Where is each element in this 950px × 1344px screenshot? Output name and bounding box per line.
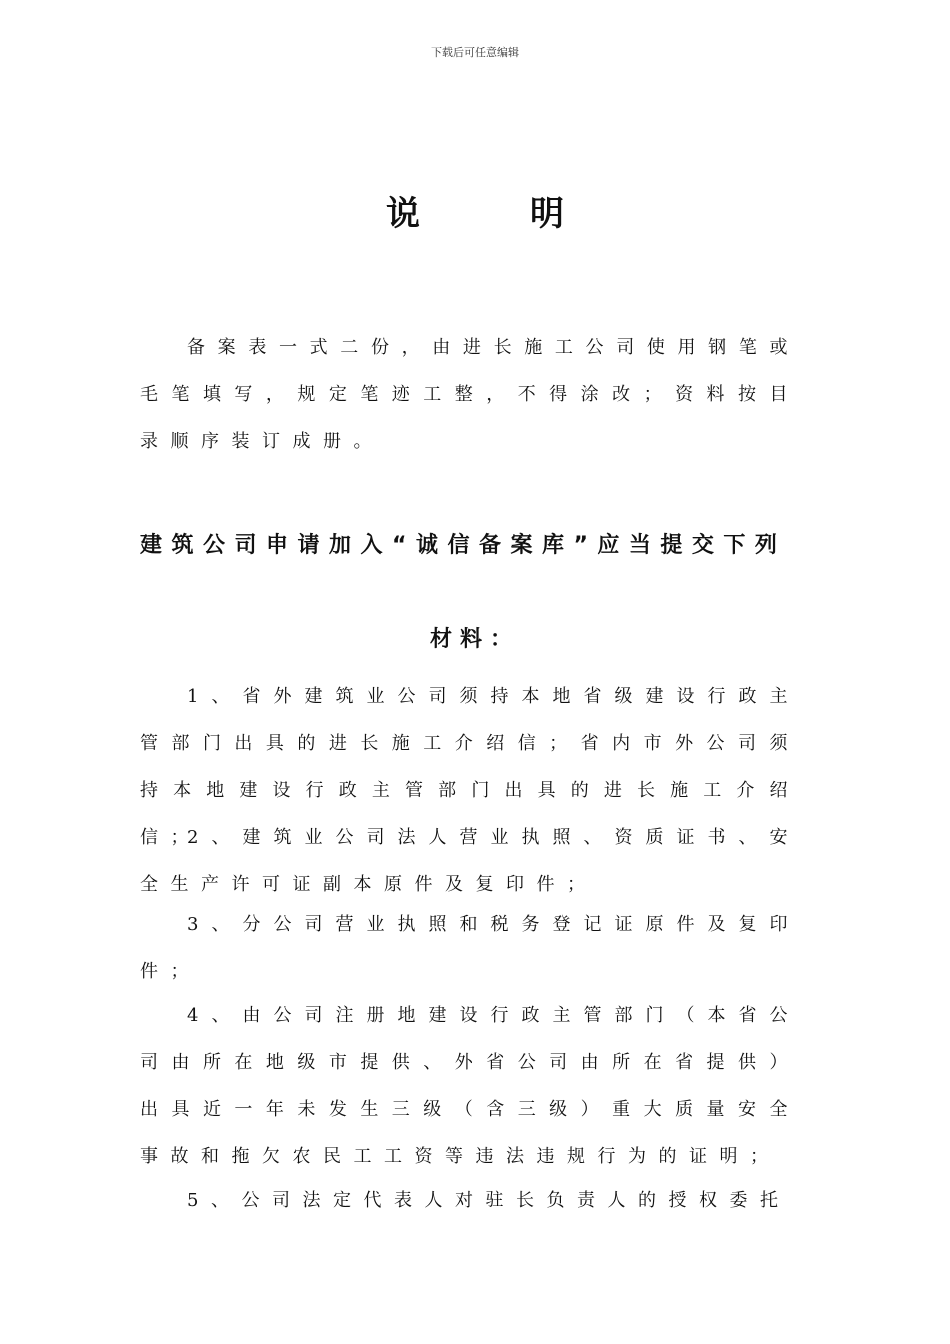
list-item-3: 3、分公司营业执照和税务登记证原件及复印件； [140,914,800,982]
list-item-1: 1、省外建筑业公司须持本地省级建设行政主管部门出具的进长施工介绍信；省内市外公司须持本地建设行政主管部门出具的进长施工介绍信； [140,686,800,848]
title-char-1: 说 [386,194,420,234]
page-title [0,186,950,235]
list-item-2: 2、建筑业公司法人营业执照、资质证书、安全生产许可证副本原件及复印件； [140,827,800,895]
page-header: 下载后可任意编辑 [431,46,519,59]
title-char-2: 明 [530,194,564,234]
section-heading-line-2: 材料： [429,627,520,652]
list-item-5: 5、公司法定代表人对驻长负责人的授权委托 [187,1190,791,1211]
intro-paragraph: 备案表一式二份，由进长施工公司使用钢笔或毛笔填写，规定笔迹工整，不得涂改；资料按目录顺序装订成册。 [140,337,800,452]
section-heading-line-1: 建筑公司申请加入“诚信备案库”应当提交下列 [140,533,787,558]
list-item-4: 4、由公司注册地建设行政主管部门（本省公司由所在地级市提供、外省公司由所在省提供）出具近一年未发生三级（含三级）重大质量安全事故和拖欠农民工工资等违法违规行为的证明； [140,1005,800,1167]
